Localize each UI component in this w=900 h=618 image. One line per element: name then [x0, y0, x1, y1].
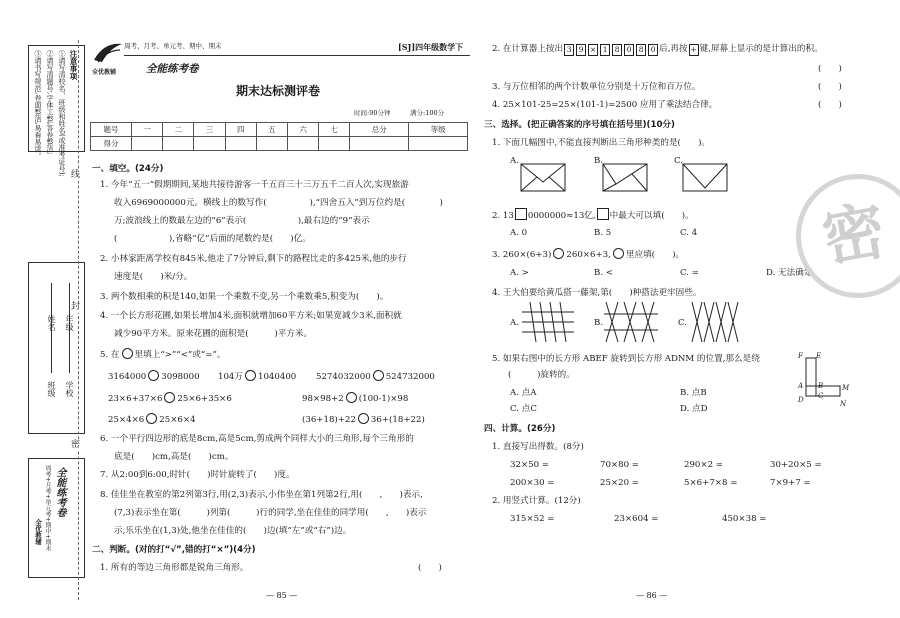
side-banner-sub: 周考+月考+单元考+期中+期末	[44, 465, 51, 552]
judge-2: 2. 在计算器上按出 3 9 × 1 8 0 8 0 后,再按 + 键,屏幕上显示的是计算出的积。	[492, 44, 823, 54]
choice-3-opt: C. =	[680, 268, 699, 278]
score-row-label: 得分	[91, 137, 132, 151]
comparison: 25×4×6 25×6×4	[108, 415, 196, 425]
comparison: 5274032000 524732000	[316, 372, 435, 382]
fig-label-f: F	[798, 352, 803, 360]
mark-xian: 线	[71, 170, 81, 180]
score-header: 题号	[91, 123, 132, 137]
grade-label: [SJ]四年级数学下	[398, 42, 464, 52]
lattice-c	[690, 302, 740, 342]
choice-3-opt: A. >	[510, 268, 529, 278]
direct-calc: 7×9+7 =	[770, 478, 811, 488]
series-name: 全能练考卷	[146, 63, 199, 75]
choice-3-opt: B. <	[594, 268, 613, 278]
direct-calc: 25×20 =	[600, 478, 640, 488]
brand-line: 周考、月考、单元考、期中、期末	[124, 42, 222, 50]
side-banner-title: 全能练考卷	[54, 467, 65, 517]
fig-label-n: N	[840, 400, 847, 408]
name-field: 姓名	[47, 315, 56, 331]
score-header: 六	[288, 123, 319, 137]
choice-2-opt: A. 0	[510, 228, 528, 238]
q1-line-d: ( ),省略“亿”后面的尾数约是( )亿。	[114, 234, 311, 244]
fig-label-e: E	[816, 352, 822, 360]
score-header: 一	[132, 123, 163, 137]
comparison: 23×6+37×6 25×6+35×6	[108, 394, 232, 404]
section-1-title: 一、填空。(24分)	[92, 164, 164, 174]
score-header: 七	[319, 123, 350, 137]
q4-line-b: 减少90平方米。原来花圃的面积是( )平方米。	[114, 329, 313, 339]
blank-square[interactable]	[597, 208, 609, 220]
school-field: 学校	[65, 381, 74, 397]
compare-circle[interactable]	[373, 370, 384, 381]
score-cell[interactable]	[132, 137, 163, 151]
rotation-figure	[794, 348, 852, 410]
compare-circle[interactable]	[358, 413, 369, 424]
lattice-label-a: A.	[510, 318, 519, 328]
fig-label-b: B	[818, 382, 824, 390]
q6-line-a: 6. 一个平行四边形的底是8cm,高是5cm,剪成两个同样大小的三角形,每个三角形的	[100, 434, 414, 444]
page-number-left: — 85 —	[266, 591, 298, 600]
score-cell[interactable]	[194, 137, 225, 151]
q1-line-b: 收入6969000000元。横线上的数写作( ),“四舍五入”到万位约是( )	[114, 198, 443, 208]
judge-3-paren[interactable]: ( )	[818, 82, 842, 92]
score-cell[interactable]	[256, 137, 287, 151]
confidential-seal	[794, 172, 900, 312]
direct-calc: 5×6+7×8 =	[684, 478, 738, 488]
q8-line-a: 8. 佳佳坐在教室的第2列第3行,用(2,3)表示,小伟坐在第1列第2行,用( , )表示,	[100, 490, 423, 500]
vertical-calc: 23×604 =	[614, 514, 659, 524]
notes-line-2: ②请写清题号,字体工整,答卷整洁;	[46, 50, 54, 155]
direct-calc: 200×30 =	[510, 478, 555, 488]
direct-calc: 70×80 =	[600, 460, 640, 470]
score-header: 二	[163, 123, 194, 137]
choice-5-line-a: 5. 如果右图中的长方形 ABEF 旋转到长方形 ADNM 的位置,那么是绕	[492, 354, 760, 364]
envelope-a	[520, 158, 566, 192]
envelope-label-a: A.	[510, 156, 519, 166]
q1-line-a: 1. 今年“五一”假期期间,某地共接待游客一千五百三十三万五千二百人次,实现旅游	[100, 180, 409, 190]
direct-calc: 290×2 =	[684, 460, 724, 470]
q1-line-c: 万;波浪线上的数最左边的“6”表示( ),最右边的“9”表示	[114, 216, 370, 226]
score-cell[interactable]	[225, 137, 256, 151]
q4-line-a: 4. 一个长方形花圃,如果长增加4米,面积就增加60平方米;如果宽减少3米,面积就	[100, 311, 402, 321]
page-number-right: — 86 —	[636, 591, 668, 600]
seal-mark: 密	[817, 193, 891, 276]
compare-circle[interactable]	[346, 392, 357, 403]
calc-key: 8	[636, 44, 646, 56]
choice-5-opt: B. 点B	[680, 388, 707, 398]
calc-key: 8	[612, 44, 622, 56]
q7: 7. 从2:00到6:00,时针( )时针旋转了( )度。	[100, 470, 295, 480]
lattice-label-c: C.	[678, 318, 688, 328]
envelope-label-c: C.	[674, 156, 684, 166]
fig-label-c: C	[818, 392, 824, 400]
binding-line	[78, 40, 79, 600]
notes-line-3: ③请书写规范,卷面整洁,易看易读。	[34, 50, 42, 160]
score-info: 满分:100分	[410, 109, 445, 117]
lattice-a	[522, 302, 574, 342]
judge-4-paren[interactable]: ( )	[818, 100, 842, 110]
score-cell[interactable]	[288, 137, 319, 151]
side-banner	[28, 458, 85, 578]
judge-1: 1. 所有的等边三角形都是锐角三角形。	[100, 563, 249, 573]
mark-feng: 封	[71, 302, 81, 312]
judge-2-paren[interactable]: ( )	[818, 64, 842, 74]
lattice-label-b: B.	[594, 318, 604, 328]
choice-3: 3. 260×(6+3) 260×6+3, 里应填( )。	[492, 250, 685, 260]
envelope-b	[602, 158, 648, 192]
calc-key: 9	[576, 44, 586, 56]
score-cell[interactable]	[319, 137, 350, 151]
compare-circle[interactable]	[148, 370, 159, 381]
comparison: (36+18)+22 36+(18+22)	[302, 415, 425, 425]
q3: 3. 两个数相乘的积是140,如果一个乘数不变,另一个乘数乘5,积变为( )。	[100, 292, 389, 302]
calc-key: ×	[589, 45, 597, 54]
score-header: 三	[194, 123, 225, 137]
score-cell[interactable]	[163, 137, 194, 151]
compare-circle[interactable]	[245, 370, 256, 381]
compare-circle[interactable]	[146, 413, 157, 424]
compare-circle[interactable]	[613, 248, 624, 259]
calc-2-title: 2. 用竖式计算。(12分)	[492, 496, 581, 506]
brand-logo-icon	[92, 40, 124, 66]
q6-line-b: 底是( )cm,高是( )cm。	[114, 452, 234, 462]
brand-logo-text: 全优教辅	[92, 69, 117, 76]
calc-key-plus: +	[690, 45, 697, 54]
choice-2: 2. 13 0000000≈13亿, 中最大可以填( )。	[492, 208, 694, 222]
calc-key: 0	[648, 44, 658, 56]
direct-calc: 30+20×5 =	[770, 460, 822, 470]
score-cell[interactable]	[350, 137, 409, 151]
q2-line-b: 速度是( )米/分。	[114, 272, 193, 282]
choice-2-opt: C. 4	[680, 228, 698, 238]
mark-mi: 密	[71, 440, 81, 450]
calc-key: 1	[600, 44, 610, 56]
choice-5-opt: A. 点A	[510, 388, 537, 398]
choice-5-opt: D. 点D	[680, 404, 708, 414]
envelope-label-b: B.	[594, 156, 604, 166]
choice-3-opt: D. 无法确定	[766, 268, 813, 278]
section-4-title: 四、计算。(26分)	[484, 424, 556, 434]
class-field: 班级	[47, 381, 56, 397]
notes-label: 注意事项	[69, 50, 78, 80]
comparison: 98×98+2 (100-1)×98	[302, 394, 409, 404]
blank-square[interactable]	[515, 208, 527, 220]
q8-line-c: 示,乐乐坐在(1,3)处,他坐在佳佳的( )边(填“左”或“右”)边。	[114, 526, 352, 536]
exam-title: 期末达标测评卷	[236, 84, 321, 98]
q5-instruction: 5. 在 里填上“>”“<”或“=”。	[100, 350, 226, 360]
notes-line-1: ①请写清校名、班级和姓名(或准考证号);	[58, 50, 66, 177]
calc-key: 0	[624, 44, 634, 56]
comparison: 3164000 3098000	[108, 372, 200, 382]
fig-label-a: A	[798, 382, 804, 390]
score-header: 五	[256, 123, 287, 137]
score-table	[90, 122, 468, 151]
score-header: 总分	[350, 123, 409, 137]
choice-5-line-b: ( )旋转的。	[508, 370, 575, 380]
compare-circle[interactable]	[164, 392, 175, 403]
score-cell[interactable]	[409, 137, 468, 151]
choice-2-opt: B. 5	[594, 228, 612, 238]
vertical-calc: 450×38 =	[722, 514, 767, 524]
choice-4: 4. 王大伯要给黄瓜搭一藤架,第( )种搭法更牢固些。	[492, 288, 702, 298]
side-banner-logo: 全优教辅	[34, 519, 42, 545]
header-rule	[124, 55, 470, 56]
comparison: 104万 1040400	[218, 372, 297, 382]
q2-line-a: 2. 小林家距离学校有845米,他走了7分钟后,剩下的路程比走的多425米,他的步行	[100, 254, 407, 264]
judge-1-paren[interactable]: ( )	[418, 563, 442, 573]
choice-1: 1. 下面几幅图中,不能直接判断出三角形种类的是( )。	[492, 138, 711, 148]
score-header: 等级	[409, 123, 468, 137]
q8-line-b: (7,3)表示坐在第( )列第( )行的同学,坐在佳佳的同学用( , )表示	[114, 508, 427, 518]
choice-5-opt: C. 点C	[510, 404, 537, 414]
compare-circle[interactable]	[122, 348, 133, 359]
judge-3: 3. 与万位相邻的两个计数单位分别是十万位和百万位。	[492, 82, 701, 92]
calc-key: 3	[564, 44, 574, 56]
section-3-title: 三、选择。(把正确答案的序号填在括号里)(10分)	[484, 120, 675, 130]
direct-calc: 32×50 =	[510, 460, 550, 470]
vertical-calc: 315×52 =	[510, 514, 555, 524]
score-header: 四	[225, 123, 256, 137]
calc-1-title: 1. 直接写出得数。(8分)	[492, 442, 584, 452]
envelope-c	[682, 158, 728, 192]
student-info-box	[28, 262, 85, 434]
grade-field: 年级	[65, 315, 74, 331]
section-2-title: 二、判断。(对的打“√”,错的打“×”)(4分)	[92, 545, 256, 555]
lattice-b	[604, 302, 658, 342]
judge-4: 4. 25×101-25=25×(101-1)=2500 应用了乘法结合律。	[492, 100, 718, 110]
fig-label-d: D	[798, 396, 804, 404]
time-info: 时间:90分钟	[354, 109, 391, 117]
notes-box	[28, 45, 85, 177]
fig-label-m: M	[842, 384, 850, 392]
compare-circle[interactable]	[553, 248, 564, 259]
